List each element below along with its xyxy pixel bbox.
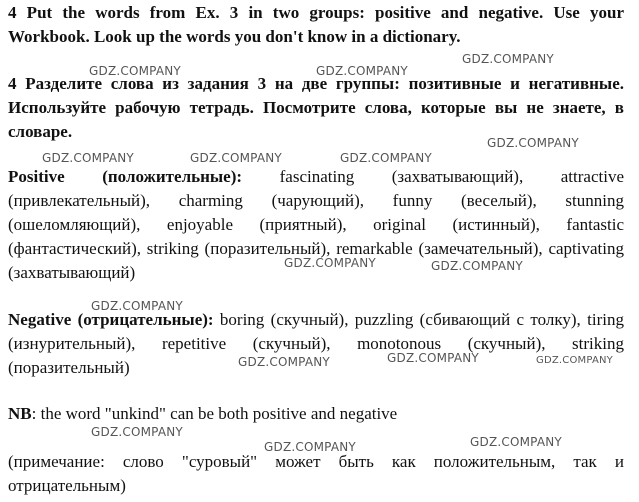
- nb-text: : the word "unkind" can be both positive and negative: [31, 404, 398, 423]
- watermark: GDZ.COMPANY: [340, 151, 432, 165]
- watermark: GDZ.COMPANY: [238, 355, 330, 369]
- watermark: GDZ.COMPANY: [91, 299, 183, 313]
- task-russian: 4 Разделите слова из задания 3 на две группы: позитивные и негативные. Используйте рабочую тетрадь. Посмотрите слова, которые вы не знаете, в словаре.: [8, 74, 624, 141]
- watermark: GDZ.COMPANY: [536, 355, 613, 366]
- negative-separator: :: [207, 310, 214, 329]
- watermark: GDZ.COMPANY: [190, 151, 282, 165]
- watermark: GDZ.COMPANY: [462, 52, 554, 66]
- watermark: GDZ.COMPANY: [470, 435, 562, 449]
- positive-separator: :: [236, 167, 243, 186]
- nb-paragraph: [8, 402, 624, 426]
- positive-label: Positive (положительные): [8, 167, 237, 186]
- watermark: GDZ.COMPANY: [284, 256, 376, 270]
- watermark: GDZ.COMPANY: [264, 440, 356, 454]
- positive-words: fascinating (захватывающий), attractive (привлекательный), charming (чарующий), funny (веселый), stunning (ошеломляющий), enjoyable (приятный), original (истинный), fantastic (фантастический), striking (поразительный), remarkable (замечательный), captivating (захватывающий): [8, 167, 624, 282]
- task-english: 4 Put the words from Ex. 3 in two groups: positive and negative. Use your Workbook. Look up the words you don't know in a dictionary.: [8, 3, 624, 46]
- negative-words: boring (скучный), puzzling (сбивающий с толку), tiring (изнурительный), repetitive (скучный), monotonous (скучный), striking (поразительный): [8, 310, 624, 377]
- watermark: GDZ.COMPANY: [387, 351, 479, 365]
- watermark: GDZ.COMPANY: [487, 136, 579, 150]
- negative-words-paragraph: [8, 308, 624, 380]
- watermark: GDZ.COMPANY: [91, 425, 183, 439]
- watermark: GDZ.COMPANY: [42, 151, 134, 165]
- watermark: GDZ.COMPANY: [89, 64, 181, 78]
- watermark: GDZ.COMPANY: [431, 259, 523, 273]
- nb-label: NB: [8, 404, 32, 423]
- negative-label: Negative (отрицательные): [8, 310, 208, 329]
- watermark: GDZ.COMPANY: [316, 64, 408, 78]
- note-russian: (примечание: слово "суровый" может быть как положительным, так и отрицательным): [8, 452, 624, 495]
